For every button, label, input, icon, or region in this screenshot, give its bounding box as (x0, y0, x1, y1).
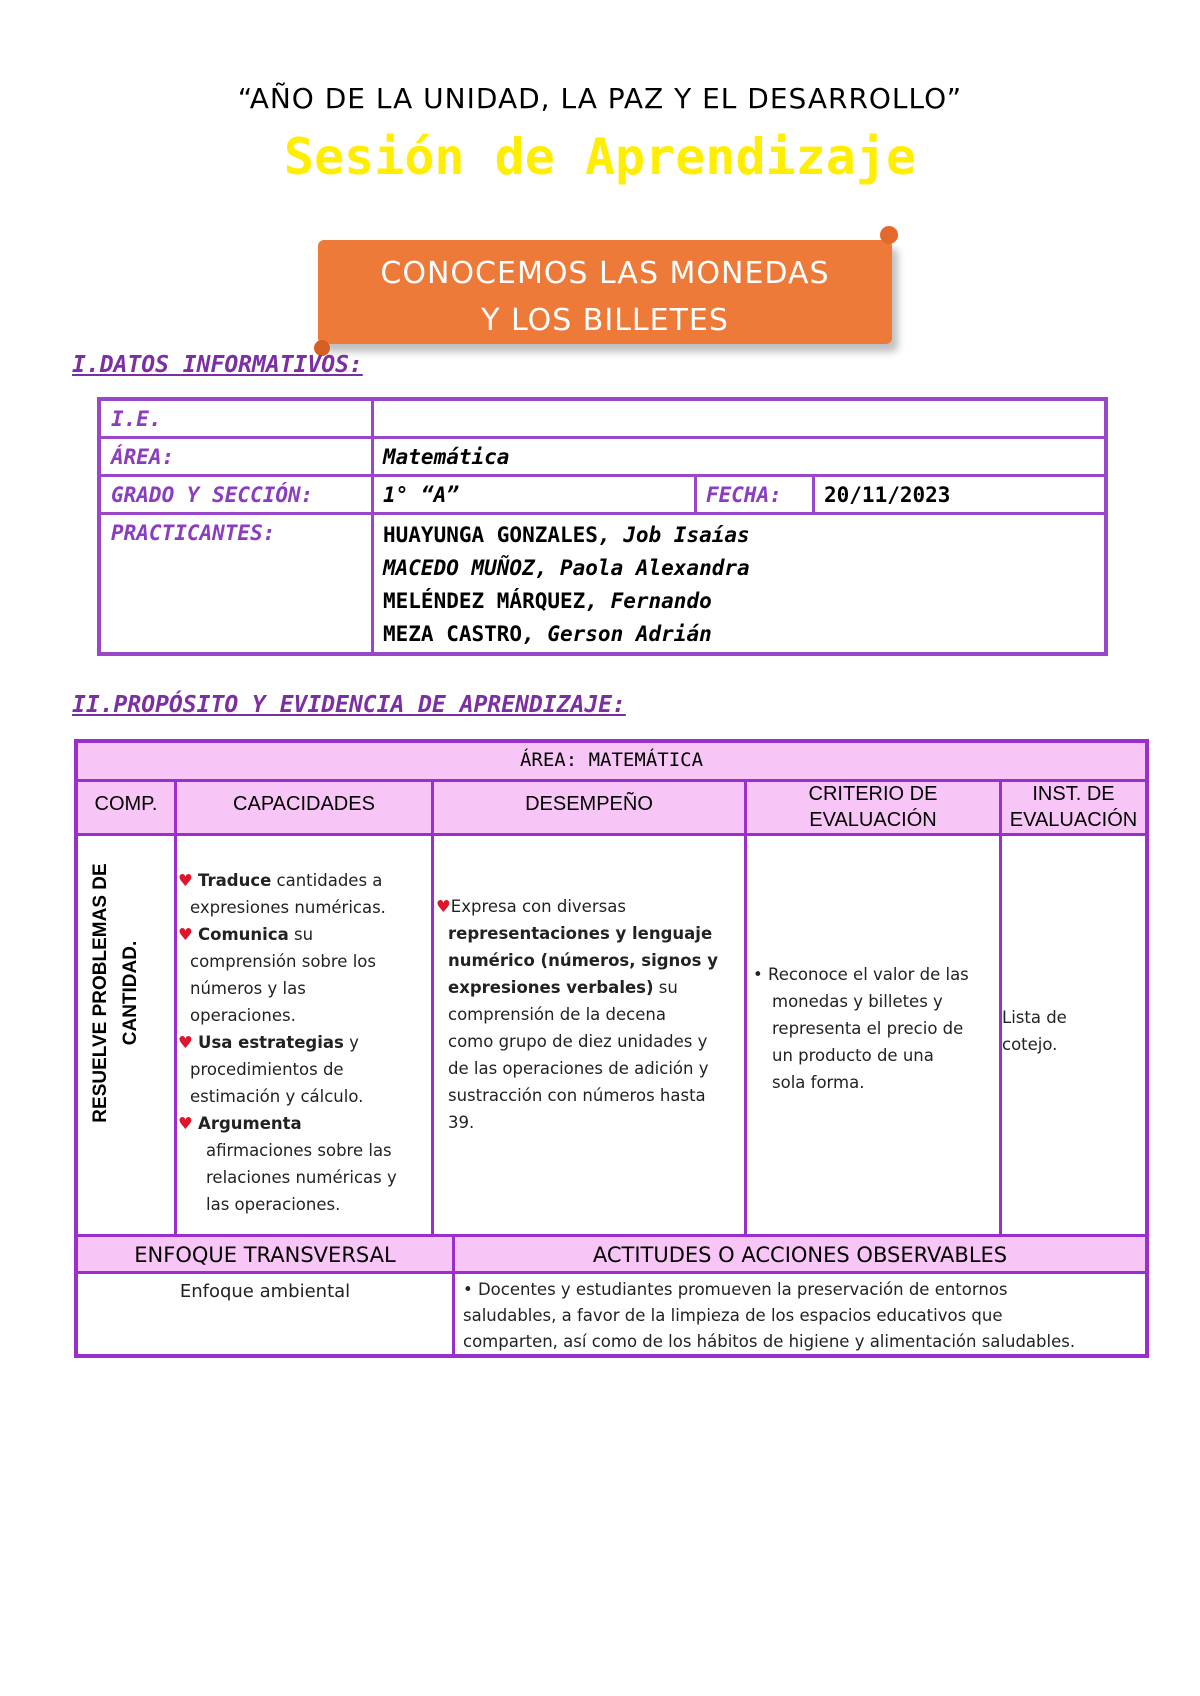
datos-table (97, 397, 1108, 656)
desempeno-text: ♥Expresa con diversas representaciones y lenguaje numérico (números, signos y expresiones verbales) su comprensión de la decena como grupo de diez unidades y de las operaciones de adición y sustracción con números hasta 39. (436, 897, 718, 1132)
list-item: HUAYUNGA GONZALES, Job Isaías (383, 523, 750, 547)
list-item: MEZA CASTRO, Gerson Adrián (383, 622, 712, 646)
enfoque-value: Enfoque ambiental (179, 1281, 351, 1302)
divider (78, 1234, 1145, 1237)
col-header-criterio: CRITERIO DE EVALUACIÓN (808, 783, 938, 831)
heart-bullet-icon: ♥ (178, 1114, 193, 1133)
bullet-icon: • (753, 965, 768, 984)
section-heading-datos: I.DATOS INFORMATIVOS: (72, 352, 363, 378)
enfoque-header: ENFOQUE TRANSVERSAL (134, 1243, 396, 1267)
col-header-comp: COMP. (94, 793, 158, 815)
divider (371, 401, 374, 656)
table-row (101, 515, 1104, 655)
heart-bullet-icon: ♥ (178, 1033, 193, 1052)
heart-bullet-icon: ♥ (436, 897, 451, 916)
area-value: Matemática (383, 445, 510, 469)
actitudes-header: ACTITUDES O ACCIONES OBSERVABLES (592, 1243, 1008, 1267)
actitudes-text: • Docentes y estudiantes promueven la preservación de entornos saludables, a favor de la limpieza de los espacios educativos que comparten, así como de los hábitos de higiene y alimentación saludables. (463, 1280, 1076, 1351)
grado-value: 1° “A” (383, 483, 459, 507)
divider (78, 1271, 1145, 1274)
divider (431, 779, 434, 1236)
heart-bullet-icon: ♥ (178, 925, 193, 944)
list-item: ♥ Comunica su (178, 925, 314, 944)
competencia-label: RESUELVE PROBLEMAS DE CANTIDAD. (90, 863, 141, 1123)
practicantes-label: PRACTICANTES: (111, 521, 276, 545)
banner-line-1: CONOCEMOS LAS MONEDAS (380, 256, 830, 291)
divider (744, 779, 747, 1236)
year-motto: “AÑO DE LA UNIDAD, LA PAZ Y EL DESARROLLO” (237, 82, 963, 115)
col-header-desempeno: DESEMPEÑO (525, 793, 653, 815)
capacidades-list: ♥ Traduce cantidades a expresiones numéricas. ♥ Comunica su comprensión sobre los números y las operaciones. ♥ Usa estrategias y procedimientos de estimación y cálculo. ♥ Argumenta afirmaciones sobre las relaciones numéricas y las operaciones. (178, 867, 428, 1218)
practicantes-list (383, 519, 750, 651)
divider (694, 477, 697, 515)
table-row (101, 477, 1104, 515)
divider (78, 833, 1145, 836)
divider (812, 477, 815, 515)
grado-label: GRADO Y SECCIÓN: (111, 483, 314, 507)
proposito-table (74, 739, 1149, 1358)
fecha-label: FECHA: (706, 483, 782, 507)
divider (174, 779, 177, 1236)
list-item: MACEDO MUÑOZ, Paola Alexandra (383, 556, 750, 580)
page-title: Sesión de Aprendizaje (283, 128, 917, 186)
col-header-capacidades: CAPACIDADES (233, 793, 375, 815)
instrumento-text: Lista de cotejo. (1002, 1008, 1067, 1054)
fecha-value: 20/11/2023 (824, 483, 951, 507)
banner-line-2: Y LOS BILLETES (481, 303, 729, 338)
ie-label: I.E. (111, 407, 162, 431)
list-item: ♥ Traduce cantidades a (178, 871, 383, 890)
list-item: ♥ Usa estrategias y (178, 1033, 359, 1052)
section-heading-proposito: II.PROPÓSITO Y EVIDENCIA DE APRENDIZAJE: (72, 692, 626, 718)
area-label: ÁREA: (111, 445, 175, 469)
table-row (101, 401, 1104, 439)
scroll-curl-icon (880, 226, 898, 244)
heart-bullet-icon: ♥ (178, 871, 193, 890)
list-item: ♥ Argumenta (178, 1114, 302, 1133)
col-header-inst: INST. DE EVALUACIÓN (1009, 783, 1138, 831)
criterio-text: • Reconoce el valor de las monedas y billetes y representa el precio de un producto de una sola forma. (753, 965, 969, 1092)
list-item: MELÉNDEZ MÁRQUEZ, Fernando (383, 589, 712, 613)
topic-banner (318, 240, 892, 344)
area-row-header: ÁREA: MATEMÁTICA (519, 749, 704, 771)
table-row (101, 439, 1104, 477)
